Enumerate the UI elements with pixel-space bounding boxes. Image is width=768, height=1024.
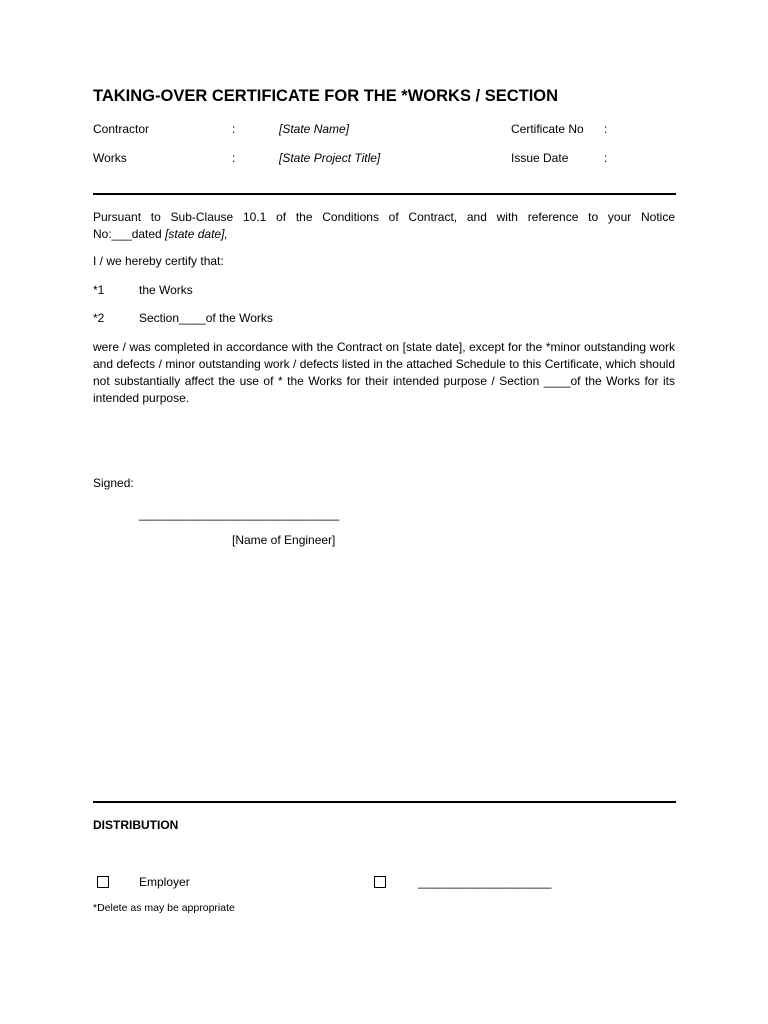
pursuant-line-2 [93,226,675,243]
certify-line: I / we hereby certify that: [93,254,224,268]
pursuant-line-1: Pursuant to Sub-Clause 10.1 of the Conditions of Contract, and with reference to your Notice [93,210,675,224]
footnote: *Delete as may be appropriate [93,902,235,914]
contractor-separator: : [232,122,236,136]
item-1-marker: *1 [93,283,105,297]
other-recipient-line: ____________________ [418,875,552,889]
completion-paragraph: were / was completed in accordance with the Contract on [state date], except for the *minor outstanding work and defects / minor outstanding work / defects listed in the attached Schedule to this Certificate, which should not substantially affect the use of * the Works for their intended purpose / Section ____of the Works for its intended purpose. [93,340,675,405]
works-separator: : [232,151,236,165]
item-1-text: the Works [139,283,193,297]
pursuant-line-2-date: [state date], [165,227,228,241]
item-2-marker: *2 [93,311,105,325]
certificate-no-separator: : [604,122,608,136]
pursuant-paragraph [93,209,675,243]
distribution-heading: DISTRIBUTION [93,818,179,832]
engineer-name: [Name of Engineer] [232,533,336,547]
issue-date-label: Issue Date [511,151,569,165]
other-recipient-checkbox[interactable] [374,876,386,888]
pursuant-line-2-prefix: No:___dated [93,227,166,241]
issue-date-separator: : [604,151,608,165]
works-value: [State Project Title] [279,151,381,165]
contractor-value: [State Name] [279,122,350,136]
works-label: Works [93,151,127,165]
certificate-no-label: Certificate No [511,122,584,136]
employer-label: Employer [139,875,190,889]
item-2-text: Section____of the Works [139,311,273,325]
signature-line: ______________________________ [139,507,340,521]
header-divider [93,193,676,195]
signed-label: Signed: [93,476,134,490]
contractor-label: Contractor [93,122,150,136]
distribution-divider [93,801,676,803]
employer-checkbox[interactable] [97,876,109,888]
document-title: TAKING-OVER CERTIFICATE FOR THE *WORKS / SECTION [93,87,559,105]
